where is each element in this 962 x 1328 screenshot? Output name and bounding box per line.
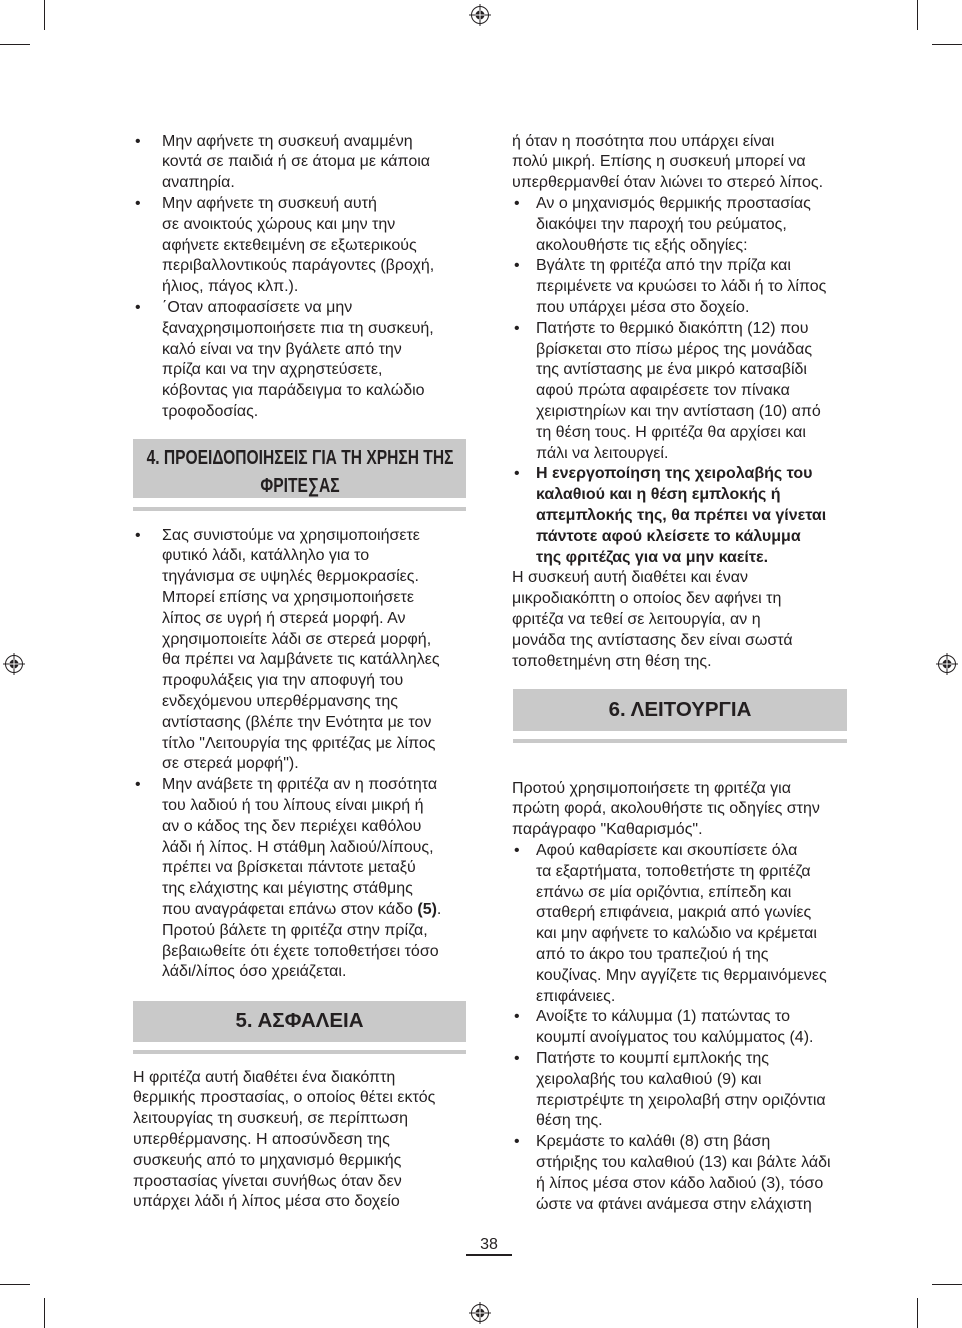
text-line: περιμένετε να κρυώσει το λάδι ή το λίπος: [536, 278, 827, 296]
text-line: χειριστηρίων και την αντίσταση (10) από: [536, 402, 821, 420]
bullet-marker: •: [135, 194, 141, 212]
text-line: μονάδα της αντίστασης δεν είναι σωστά: [512, 631, 793, 649]
bullet-marker: •: [514, 1133, 520, 1151]
section-6-body: [512, 779, 852, 1216]
registration-mark-icon: [935, 652, 959, 676]
text-line: στήριξης του καλαθιού (13) και βάλτε λάδι: [536, 1153, 831, 1171]
section-6-header: [513, 689, 847, 731]
warning-bullet: [512, 464, 852, 568]
bullet-item: [512, 194, 852, 256]
microswitch-paragraph: [512, 568, 852, 672]
crop-mark: [44, 0, 45, 30]
text-line: Μην ανάβετε τη φριτέζα αν η ποσότητα: [162, 776, 438, 794]
text-line: της αντίστασης με ένα μικρό κατσαβίδι: [536, 361, 807, 379]
bullet-marker: •: [514, 257, 520, 275]
text-line: περιστρέψτε τη χειρολαβή στην οριζόντια: [536, 1091, 826, 1109]
crop-mark: [0, 1284, 30, 1285]
text-line: Μπορεί επίσης να χρησιμοποιήσετε: [162, 588, 414, 606]
crop-mark: [917, 0, 918, 30]
text-line: πάντοτε αφού κλείσετε το κάλυμμα: [536, 527, 801, 545]
text-line: τοποθετημένη στη θέση της.: [512, 652, 712, 670]
text-line: θα πρέπει να λαμβάνετε τις κατάλληλες: [162, 651, 440, 669]
text-line: φυτικό λάδι, κατάλληλο για το: [162, 547, 370, 565]
text-line: προστασίας γίνεται συνήθως όταν δεν: [133, 1172, 402, 1190]
text-line: μικροδιακόπτη ο οποίος δεν αφήνει τη: [512, 590, 782, 608]
text-line: ήλιος, πάγος κλπ.).: [162, 278, 299, 296]
text-line: φριτέζα να τεθεί σε λειτουργία, αν η: [512, 610, 761, 628]
text-line: πολύ μικρή. Επίσης η συσκευή μπορεί να: [512, 153, 806, 171]
section-6-title: 6. ΛΕΙΤΟΥΡΓΙΑ: [608, 698, 752, 721]
bullet-item: [133, 194, 473, 298]
intro-bullet-list: [133, 132, 473, 423]
text-line: θέση της.: [536, 1112, 603, 1130]
text-line: ΄Οταν αποφασίσετε να μην: [162, 298, 353, 316]
bullet-marker: •: [514, 465, 520, 483]
section-5-header: [133, 1001, 466, 1042]
text-line: επάνω σε μία οριζόντια, επίπεδη και: [536, 883, 792, 901]
bullet-item: [512, 256, 852, 318]
text-line: της ελάχιστης και μέγιστης στάθμης: [162, 880, 413, 898]
bullet-marker: •: [135, 298, 141, 316]
bullet-marker: •: [514, 1049, 520, 1067]
text-line: ακολουθήστε τις εξής οδηγίες:: [536, 236, 748, 254]
text-line: απεμπλοκής της, θα πρέπει να γίνεται: [536, 506, 827, 524]
text-line: υπερθέρμανσης. Η αποσύνδεση της: [133, 1130, 390, 1148]
text-line: θερμικής προστασίας, ο οποίος θέτει εκτός: [133, 1089, 436, 1107]
text-line: Μην αφήνετε τη συσκευή αυτή: [162, 194, 377, 212]
bullet-item: [133, 526, 473, 776]
text-line: αφήνετε εκτεθειμένη σε εξωτερικούς: [162, 236, 417, 254]
text-line: λειτουργίας τη συσκευή, σε περίπτωση: [133, 1110, 409, 1128]
text-line: πρέπει να βρίσκεται πάντοτε μεταξύ: [162, 859, 416, 877]
text-line: περιβαλλοντικούς παράγοντες (βροχή,: [162, 257, 435, 275]
registration-mark-icon: [2, 652, 26, 676]
text-line: ώστε να φτάνει ανάμεσα στην ελάχιστη: [536, 1195, 812, 1213]
crop-mark: [0, 44, 30, 45]
text-line: διακόψει την παροχή του ρεύματος,: [536, 215, 787, 233]
section-5-paragraph: [133, 1068, 473, 1214]
text-line: Κρεμάστε το καλάθι (8) στη βάση: [536, 1133, 771, 1151]
text-line: αφού πρώτα αφαιρέσετε τον πίνακα: [536, 382, 790, 400]
text-segment: που αναγράφεται επάνω στον κάδο: [162, 900, 418, 918]
registration-mark-icon: [468, 1301, 492, 1325]
section-4-bullet-list: [133, 526, 473, 984]
text-line: σε ανοικτούς χώρους και μην την: [162, 215, 396, 233]
text-line: Μην αφήνετε τη συσκευή αναμμένη: [162, 132, 413, 150]
text-line: πάλι να λειτουργεί.: [536, 444, 669, 462]
section-divider: [133, 507, 466, 511]
text-line: πρίζα και να την αχρηστεύσετε,: [162, 361, 383, 379]
text-line: κουμπί ανοίγματος του καλύμματος (4).: [536, 1029, 814, 1047]
text-line: σε στερεά μορφή").: [162, 755, 299, 773]
text-line: Προτού χρησιμοποιήσετε τη φριτέζα για: [512, 779, 791, 797]
text-line: αν ο κάδος της δεν περιέχει καθόλου: [162, 817, 422, 835]
section-divider: [513, 739, 847, 743]
part-number-reference: (5): [417, 900, 437, 918]
section-6-intro: [512, 779, 852, 841]
text-line: τηγάνισμα σε υψηλές θερμοκρασίες.: [162, 568, 419, 586]
text-line: ξαναχρησιμοποιήσετε πια τη συσκευή,: [162, 319, 434, 337]
text-line: της φριτέζας για να μην καείτε.: [536, 548, 769, 566]
bullet-item: [133, 132, 473, 194]
text-line: συσκευής από το μηχανισμό θερμικής: [133, 1151, 402, 1169]
text-line: παράγραφο "Καθαρισμός".: [512, 821, 703, 839]
text-line: Η φριτέζα αυτή διαθέτει ένα διακόπτη: [133, 1068, 396, 1086]
text-line: Ανοίξτε το κάλυμμα (1) πατώντας το: [536, 1008, 791, 1026]
text-line: Αν ο μηχανισμός θερμικής προστασίας: [536, 194, 811, 212]
bullet-marker: •: [514, 194, 520, 212]
text-line: [162, 900, 473, 921]
bullet-marker: •: [135, 132, 141, 150]
bullet-marker: •: [514, 319, 520, 337]
section-4-title: 4. ΠΡΟΕΙΔΟΠΟΙΗΣΕΙΣ ΓΙΑ ΤΗ ΧΡΗΣΗ ΤΗΣ: [146, 446, 453, 469]
text-line: Πατήστε το κουμπί εμπλοκής της: [536, 1049, 769, 1067]
text-line: υπάρχει λάδι ή λίπος μέσα στο δοχείο: [133, 1193, 400, 1211]
text-line: κουζίνας. Μην αγγίζετε τις θερμαινόμενες: [536, 966, 827, 984]
bullet-marker: •: [514, 1008, 520, 1026]
safety-continued: [512, 132, 852, 673]
crop-mark: [932, 1284, 962, 1285]
bullet-marker: •: [135, 526, 141, 544]
text-line: κοντά σε παιδιά ή σε άτομα με κάποια: [162, 153, 431, 171]
text-line: χρησιμοποιείτε λάδι σε στερεά μορφή,: [162, 630, 432, 648]
text-line: Η συσκευή αυτή διαθέτει και έναν: [512, 569, 749, 587]
text-line: κόβοντας για παράδειγμα το καλώδιο: [162, 382, 425, 400]
continued-paragraph: [512, 132, 852, 194]
text-line: βεβαιωθείτε ότι έχετε τοποθετήσει τόσο: [162, 942, 439, 960]
text-line: χειρολαβής του καλαθιού (9) και: [536, 1070, 762, 1088]
text-line: ή λίπος μέσα στον κάδο λαδιού (3), τόσο: [536, 1174, 824, 1192]
text-line: Αφού καθαρίσετε και σκουπίσετε όλα: [536, 841, 798, 859]
bullet-item: [512, 841, 852, 1007]
text-line: λάδι/λίπος όσο χρειάζεται.: [162, 963, 347, 981]
text-line: Προτού βάλετε τη φριτέζα στην πρίζα,: [162, 921, 428, 939]
text-line: Πατήστε το θερμικό διακόπτη (12) που: [536, 319, 809, 337]
text-segment: .: [436, 900, 442, 918]
bullet-item: [512, 1132, 852, 1215]
crop-mark: [932, 44, 962, 45]
page-number-rule: [466, 1254, 512, 1256]
text-line: σταθερή επιφάνεια, μακριά από γωνίες: [536, 904, 812, 922]
text-line: του λαδιού ή του λίπους είναι μικρή ή: [162, 796, 424, 814]
text-line: αναπηρία.: [162, 174, 235, 192]
text-line: πρώτη φορά, ακολουθήστε τις οδηγίες στην: [512, 800, 820, 818]
crop-mark: [44, 1298, 45, 1328]
text-line: ενδεχόμενου υπερθέρμανσης της: [162, 692, 398, 710]
text-line: λάδι ή λίπος. Η στάθμη λαδιού/λίπους,: [162, 838, 434, 856]
bullet-item: [512, 1007, 852, 1049]
registration-mark-icon: [468, 3, 492, 27]
text-line: υπερθερμανθεί όταν λιώνει το στερεό λίπος.: [512, 174, 824, 192]
section-5-title: 5. ΑΣΦΑΛΕΙΑ: [235, 1009, 364, 1032]
section-4-title: ΦΡΙΤΕ∑ΑΣ: [259, 474, 340, 497]
text-line: τα εξαρτήματα, τοποθετήστε τη φριτέζα: [536, 862, 811, 880]
page-number: 38: [480, 1236, 498, 1253]
text-line: προφυλάξεις για την αποφυγή του: [162, 672, 404, 690]
bullet-item: [512, 1049, 852, 1132]
section-divider: [133, 1050, 466, 1054]
bullet-item: [512, 319, 852, 465]
text-line: που υπάρχει μέσα στο δοχείο.: [536, 298, 750, 316]
text-line: αντίστασης (βλέπε την Ενότητα με τον: [162, 713, 432, 731]
bullet-marker: •: [514, 841, 520, 859]
text-line: από το άκρο του τραπεζιού ή της: [536, 945, 769, 963]
text-line: και μην αφήνετε το καλώδιο να κρέμεται: [536, 925, 817, 943]
bullet-item: [133, 775, 473, 983]
text-line: βρίσκεται στο πίσω μέρος της μονάδας: [536, 340, 813, 358]
text-line: Βγάλτε τη φριτέζα από την πρίζα και: [536, 257, 791, 275]
section-4-header: [133, 439, 466, 498]
text-line: ή όταν η ποσότητα που υπάρχει είναι: [512, 132, 775, 150]
text-line: τροφοδοσίας.: [162, 402, 259, 420]
text-line: επιφάνειες.: [536, 987, 616, 1005]
crop-mark: [917, 1298, 918, 1328]
text-line: Σας συνιστούμε να χρησιμοποιήσετε: [162, 526, 420, 544]
text-line: τίτλο "Λειτουργία της φριτέζας με λίπος: [162, 734, 436, 752]
bullet-item: [133, 298, 473, 423]
text-line: καλό είναι να την βγάλετε από την: [162, 340, 402, 358]
text-line: λίπος σε υγρή ή στερεά μορφή. Αν: [162, 609, 406, 627]
bullet-marker: •: [135, 776, 141, 794]
text-line: τη θέση τους. Η φριτέζα θα αρχίσει και: [536, 423, 806, 441]
text-line: Η ενεργοποίηση της χειρολαβής του: [536, 465, 813, 483]
text-line: καλαθιού και η θέση εμπλοκής ή: [536, 486, 781, 504]
